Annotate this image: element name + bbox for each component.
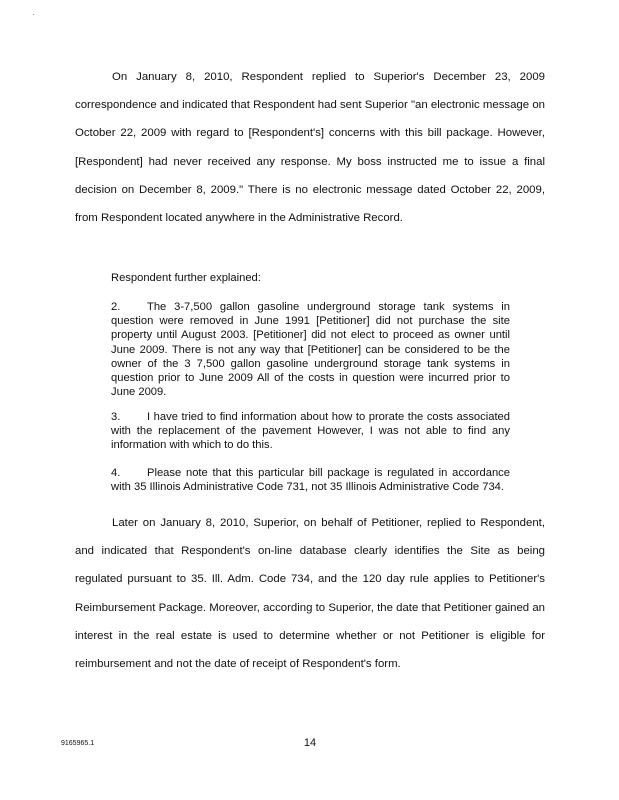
- item-text: Please note that this particular bill package is regulated in accordance with 35 Illinois Administrative Code 731, not 35 Illinois Administrative Code 734.: [111, 467, 510, 494]
- item-text: The 3-7,500 gallon gasoline underground storage tank systems in question were removed in June 1991 [Petitioner] did not purchase the site property until August 2003. [Petitioner] did not elect to proceed as owner until June 2009. There is not any way that [Petitioner] can be considered to be the owner of the 3 7,500 gallon gasoline underground storage tank systems in question prior to June 2009 All of the costs in question were incurred prior to June 2009.: [111, 301, 510, 399]
- item-number: 2.: [111, 301, 121, 313]
- quote-item-2: [111, 300, 510, 399]
- paragraph-response: On January 8, 2010, Respondent replied to Superior's December 23, 2009 correspondence and indicated that Respondent had sent Superior "an electronic message on October 22, 2009 with regard to [Respondent's] concerns with this bill package. However, [Respondent] had never received any response. My boss instructed me to issue a final decision on December 8, 2009." There is no electronic message dated October 22, 2009, from Respondent located anywhere in the Administrative Record.: [75, 71, 545, 225]
- item-text: I have tried to find information about how to prorate the costs associated with the replacement of the pavement However, I was not able to find any information with which to do this.: [111, 411, 510, 452]
- document-id: 9165965.1: [61, 740, 95, 747]
- page-number: 14: [303, 737, 317, 749]
- quote-item-4: [111, 466, 510, 494]
- paragraph-superior-reply: Later on January 8, 2010, Superior, on behalf of Petitioner, replied to Respondent, and indicated that Respondent's on-line database clearly identifies the Site as being regulated pursuant to 35. Ill. Adm. Code 734, and the 120 day rule applies to Petitioner's Reimbursement Package. Moreover, according to Superior, the date that Petitioner gained an interest in the real estate is used to determine whether or not Petitioner is eligible for reimbursement and not the date of receipt of Respondent's form.: [75, 517, 545, 671]
- item-number: 3.: [111, 411, 121, 423]
- scan-artifact: [33, 14, 34, 15]
- quote-lead-in: Respondent further explained:: [111, 272, 261, 284]
- item-number: 4.: [111, 467, 121, 479]
- quote-item-3: [111, 410, 510, 453]
